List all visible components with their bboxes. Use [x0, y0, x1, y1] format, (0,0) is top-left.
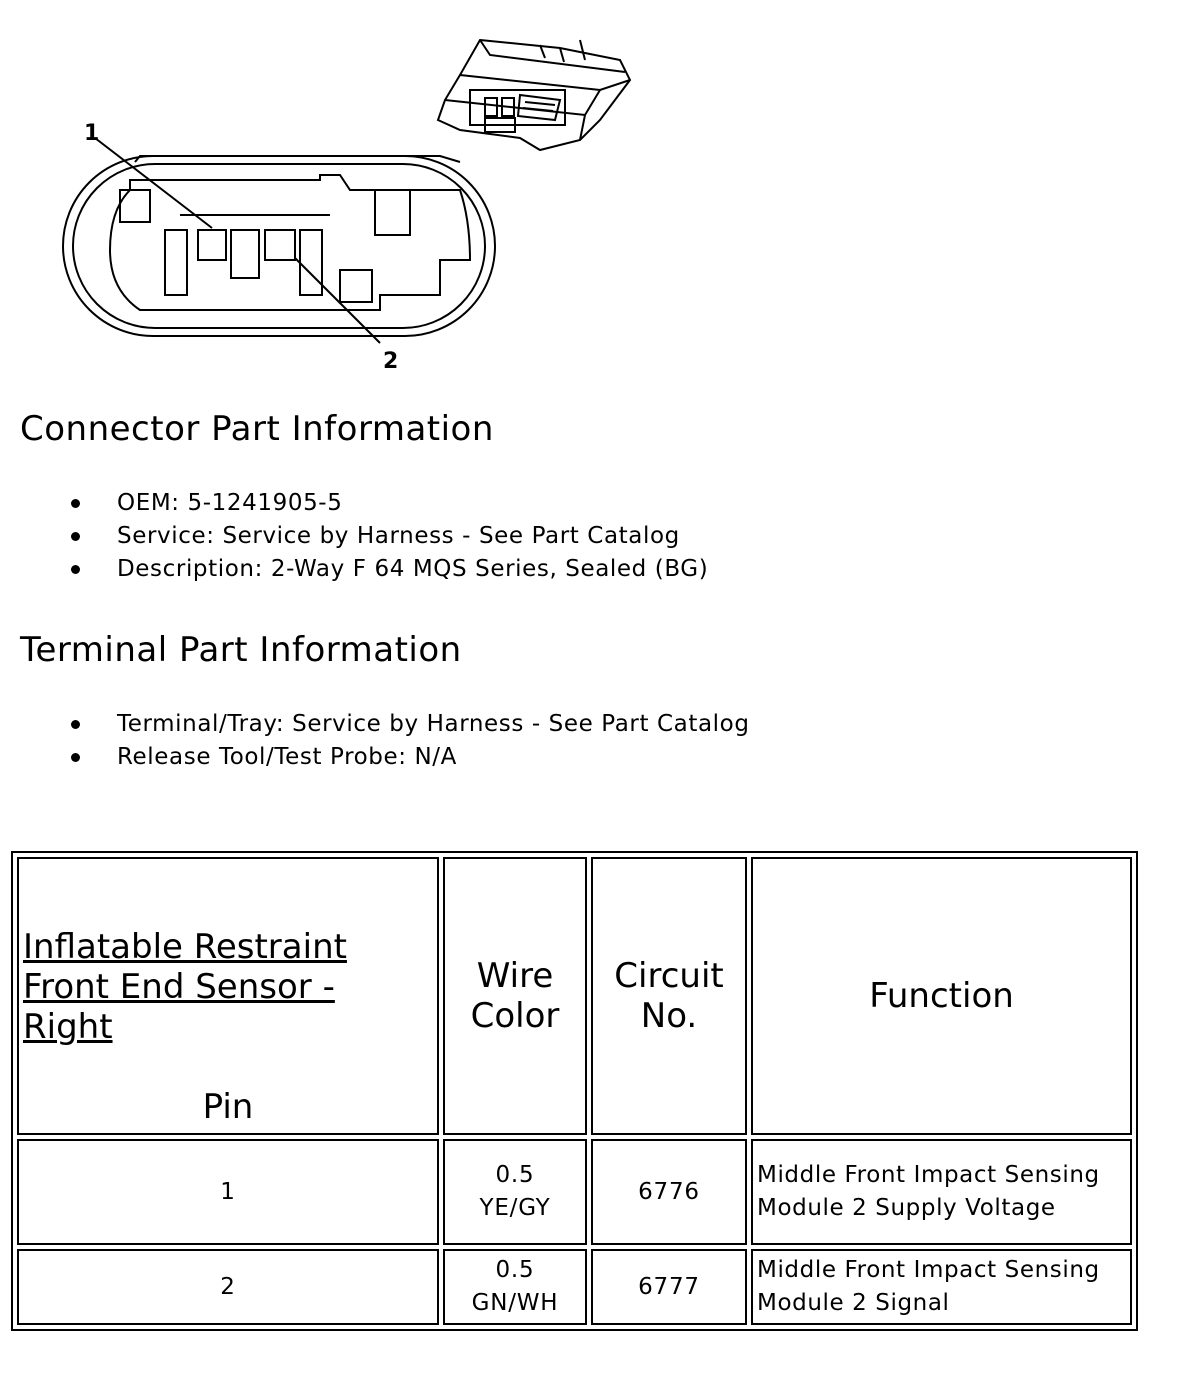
- wire-gauge: 0.5: [495, 1162, 535, 1188]
- pin-header: Pin: [202, 1087, 254, 1127]
- circuit-cell: 6777: [591, 1249, 747, 1325]
- connector-diagram: [40, 20, 660, 380]
- connector-name-link[interactable]: Inflatable Restraint Front End Sensor - Right: [23, 927, 347, 1047]
- connector-face-view: [63, 156, 495, 336]
- list-item: OEM: 5-1241905-5: [117, 487, 708, 520]
- wire-color-header: Wire Color: [443, 857, 587, 1135]
- terminal-info-list: [0, 708, 750, 774]
- pin-cell: 1: [17, 1139, 439, 1245]
- list-item: Terminal/Tray: Service by Harness - See Part Catalog: [117, 708, 750, 741]
- list-item: Release Tool/Test Probe: N/A: [117, 741, 750, 774]
- callout-lines: [95, 138, 380, 343]
- table-header-row: [17, 857, 1132, 1135]
- wire-color-cell: [443, 1139, 587, 1245]
- callout-2-label: 2: [383, 349, 399, 374]
- function-header: Function: [751, 857, 1132, 1135]
- connector-3d-illustration: [438, 40, 630, 150]
- terminal-info-heading: Terminal Part Information: [20, 630, 462, 670]
- pin-cell: 2: [17, 1249, 439, 1325]
- connector-info-list: [0, 487, 708, 586]
- table-row: [17, 1249, 1132, 1325]
- table-row: [17, 1139, 1132, 1245]
- circuit-no-header: Circuit No.: [591, 857, 747, 1135]
- circuit-cell: 6776: [591, 1139, 747, 1245]
- wire-color: YE/GY: [479, 1195, 551, 1221]
- wire-gauge: 0.5: [495, 1257, 535, 1283]
- connector-info-heading: Connector Part Information: [20, 409, 494, 449]
- callout-1-label: 1: [84, 121, 100, 146]
- wire-color-cell: [443, 1249, 587, 1325]
- list-item: Service: Service by Harness - See Part Catalog: [117, 520, 708, 553]
- function-cell: Middle Front Impact Sensing Module 2 Signal: [751, 1249, 1132, 1325]
- function-cell: Middle Front Impact Sensing Module 2 Supply Voltage: [751, 1139, 1132, 1245]
- wire-color: GN/WH: [471, 1290, 559, 1316]
- pin-header-cell: [17, 857, 439, 1135]
- list-item: Description: 2-Way F 64 MQS Series, Sealed (BG): [117, 553, 708, 586]
- pinout-table: [11, 851, 1138, 1331]
